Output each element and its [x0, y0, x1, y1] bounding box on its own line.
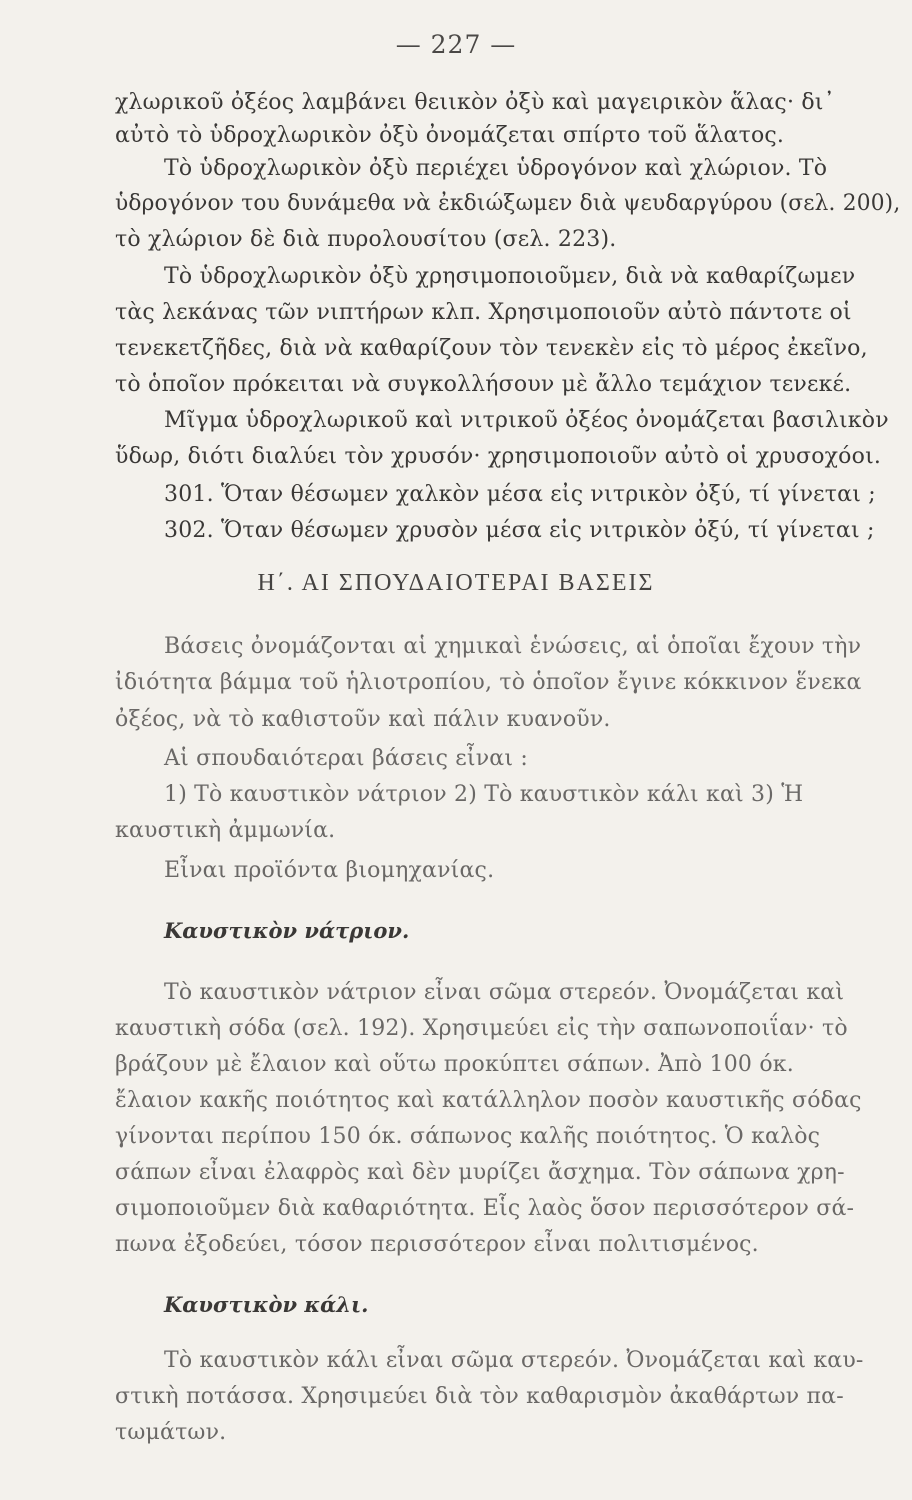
text-line: τὸ χλώριον δὲ διὰ πυρολουσίτου (σελ. 223). [115, 227, 617, 252]
text-line: καυστικὴ σόδα (σελ. 192). Χρησιμεύει εἰς τὴν σαπωνοποιΐαν· τὸ [115, 1016, 848, 1041]
exercise-301: 301. Ὅταν θέσωμεν χαλκὸν μέσα εἰς νιτρικὸν ὀξύ, τί γίνεται ; [164, 482, 876, 507]
text-line: τὸ ὁποῖον πρόκειται νὰ συγκολλήσουν μὲ ἄλλο τεμάχιον τενεκέ. [115, 372, 852, 397]
text-line: σιμοποιοῦμεν διὰ καθαριότητα. Εἷς λαὸς ὅσον περισσότερον σά- [115, 1196, 855, 1221]
text-line: στικὴ ποτάσσα. Χρησιμεύει διὰ τὸν καθαρισμὸν ἀκαθάρτων πα- [115, 1384, 844, 1409]
text-line: Αἱ σπουδαιότεραι βάσεις εἶναι : [164, 746, 528, 771]
text-line: τὰς λεκάνας τῶν νιπτήρων κλπ. Χρησιμοποιοῦν αὐτὸ πάντοτε οἱ [115, 300, 852, 325]
page-number: — 227 — [395, 30, 517, 59]
text-line: ἔλαιον κακῆς ποιότητος καὶ κατάλληλον ποσὸν καυστικῆς σόδας [115, 1088, 862, 1113]
subheading-caustic-potash: Καυστικὸν κάλι. [164, 1292, 369, 1317]
subheading-caustic-soda: Καυστικὸν νάτριον. [164, 918, 410, 943]
text-line: Μῖγμα ὑδροχλωρικοῦ καὶ νιτρικοῦ ὀξέος ὀνομάζεται βασιλικὸν [164, 408, 889, 433]
text-line: ὀξέος, νὰ τὸ καθιστοῦν καὶ πάλιν κυανοῦν. [115, 707, 611, 732]
text-line: τενεκετζῆδες, διὰ νὰ καθαρίζουν τὸν τενεκὲν εἰς τὸ μέρος ἐκεῖνο, [115, 336, 868, 361]
section-heading: Η΄. ΑΙ ΣΠΟΥΔΑΙΟΤΕΡΑΙ ΒΑΣΕΙΣ [257, 570, 655, 596]
text-line: Τὸ ὑδροχλωρικὸν ὀξὺ περιέχει ὑδρογόνον καὶ χλώριον. Τὸ [164, 156, 828, 181]
text-line: καυστικὴ ἀμμωνία. [115, 818, 336, 843]
text-line: Τὸ ὑδροχλωρικὸν ὀξὺ χρησιμοποιοῦμεν, διὰ νὰ καθαρίζωμεν [164, 264, 856, 289]
text-line: αὐτὸ τὸ ὑδροχλωρικὸν ὀξὺ ὀνομάζεται σπίρτο τοῦ ἅλατος. [115, 123, 785, 148]
exercise-302: 302. Ὅταν θέσωμεν χρυσὸν μέσα εἰς νιτρικὸν ὀξύ, τί γίνεται ; [164, 518, 875, 543]
text-line: βράζουν μὲ ἔλαιον καὶ οὕτω προκύπτει σάπων. Ἀπὸ 100 όκ. [115, 1052, 794, 1077]
text-line: Βάσεις ὀνομάζονται αἱ χημικαὶ ἑνώσεις, αἱ ὁποῖαι ἔχουν τὴν [164, 634, 862, 659]
text-line: Εἶναι προϊόντα βιομηχανίας. [164, 858, 495, 883]
text-line: ὕδωρ, διότι διαλύει τὸν χρυσόν· χρησιμοποιοῦν αὐτὸ οἱ χρυσοχόοι. [115, 444, 882, 469]
text-line: σάπων εἶναι ἐλαφρὸς καὶ δὲν μυρίζει ἄσχημα. Τὸν σάπωνα χρη- [115, 1160, 845, 1185]
text-line: ὑδρογόνον του δυνάμεθα νὰ ἐκδιώξωμεν διὰ ψευδαργύρου (σελ. 200), [115, 191, 901, 216]
text-line: 1) Τὸ καυστικὸν νάτριον 2) Τὸ καυστικὸν κάλι καὶ 3) Ἡ [164, 782, 804, 807]
text-line: Τὸ καυστικὸν νάτριον εἶναι σῶμα στερεόν. Ὀνομάζεται καὶ [164, 980, 845, 1005]
text-line: πωνα ἐξοδεύει, τόσον περισσότερον εἶναι πολιτισμένος. [115, 1232, 759, 1257]
text-line: ἰδιότητα βάμμα τοῦ ἡλιοτροπίου, τὸ ὁποῖον ἔγινε κόκκινον ἕνεκα [115, 670, 862, 695]
text-line: Τὸ καυστικὸν κάλι εἶναι σῶμα στερεόν. Ὀνομάζεται καὶ καυ- [164, 1348, 864, 1373]
text-line: τωμάτων. [115, 1420, 227, 1445]
text-line: γίνονται περίπου 150 όκ. σάπωνος καλῆς ποιότητος. Ὁ καλὸς [115, 1124, 821, 1149]
text-line: χλωρικοῦ ὀξέος λαμβάνει θειικὸν ὀξὺ καὶ μαγειρικὸν ἅλας· δι᾽ [115, 90, 835, 115]
